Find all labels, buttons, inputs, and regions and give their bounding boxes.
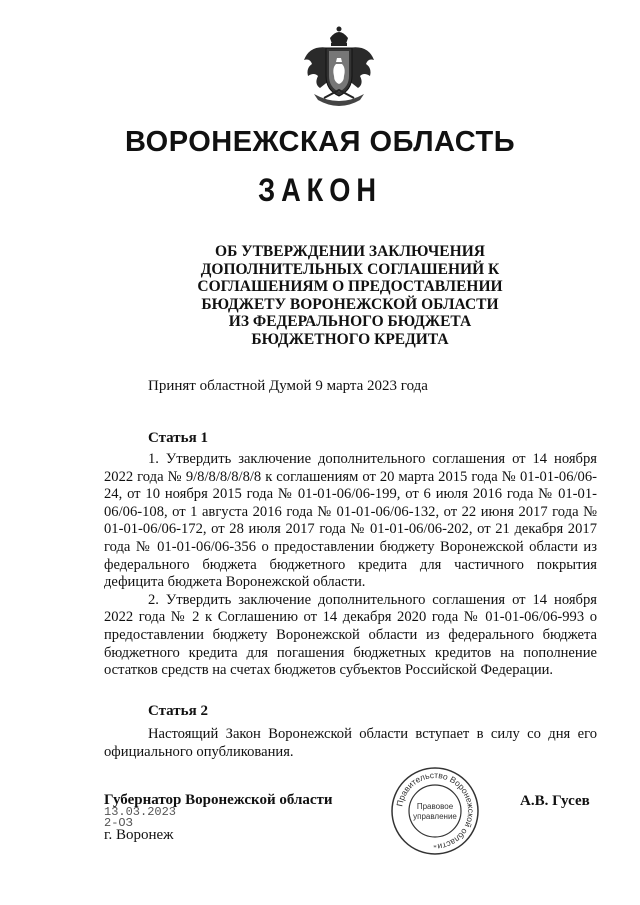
registration-info — [104, 807, 176, 829]
law-title-line: СОГЛАШЕНИЯМ О ПРЕДОСТАВЛЕНИИ — [197, 278, 503, 295]
article-1-body — [104, 451, 597, 680]
article-1-heading: Статья 1 — [148, 430, 208, 446]
stamp-center-line-1: Правовое — [416, 802, 454, 811]
coat-of-arms-icon — [300, 24, 378, 110]
stamp-ring-text: Правительство Воронежской области — [394, 769, 477, 852]
article-2-body — [104, 726, 597, 761]
region-heading: ВОРОНЕЖСКАЯ ОБЛАСТЬ — [124, 126, 516, 158]
official-stamp-icon — [390, 766, 480, 856]
adoption-statement: Принят областной Думой 9 марта 2023 года — [148, 378, 428, 394]
article-2-heading: Статья 2 — [148, 703, 208, 719]
governor-title: Губернатор Воронежской области — [104, 792, 333, 808]
registration-date: 13.03.2023 — [104, 805, 177, 819]
law-title-line: ОБ УТВЕРЖДЕНИИ ЗАКЛЮЧЕНИЯ — [215, 243, 485, 260]
article-1-paragraph-2: 2. Утвердить заключение дополнительного соглашения от 14 ноября 2022 года № 2 к Соглашению от 14 декабря 2020 года № 01-01-06/06-993 о предоставлении бюджету Воронежской области из федерального бюджета бюджетного кредита для погашения бюджетных кредитов на пополнение остатков средств на счетах бюджетов субъектов Российской Федерации. — [104, 591, 597, 679]
law-title-line: ДОПОЛНИТЕЛЬНЫХ СОГЛАШЕНИЙ К — [200, 260, 500, 278]
stamp-center-line-2: управление — [413, 812, 457, 821]
governor-name: А.В. Гусев — [520, 793, 590, 809]
law-title-line: ИЗ ФЕДЕРАЛЬНОГО БЮДЖЕТА — [228, 313, 472, 330]
document-type-heading: ЗАКОН — [258, 172, 382, 208]
article-1-paragraph-1: 1. Утвердить заключение дополнительного соглашения от 14 ноября 2022 года № 9/8/8/8/8/8/8 к соглашениям от 20 марта 2015 года № 01-01-06/06-24, от 10 ноября 2015 года № 01-01-06/06-199, от 6 июля 2016 года № 01-01-06/06-108, от 1 августа 2016 года № 01-01-06/06-132, от 22 июня 2017 года № 01-01-06/06-172, от 28 июля 2017 года № 01-01-06/06-202, от 21 декабря 2017 года № 01-01-06/06-356 о предоставлении бюджету Воронежской области из федерального бюджета бюджетного кредита для частичного покрытия дефицита бюджета Воронежской области. — [104, 451, 597, 591]
svg-text:*: * — [433, 844, 437, 852]
city: г. Воронеж — [104, 827, 174, 843]
registration-number: 2-ОЗ — [104, 816, 133, 830]
law-title-line: БЮДЖЕТУ ВОРОНЕЖСКОЙ ОБЛАСТИ — [201, 295, 499, 313]
law-title — [140, 243, 560, 348]
law-title-line: БЮДЖЕТНОГО КРЕДИТА — [251, 330, 449, 348]
article-2-paragraph-1: Настоящий Закон Воронежской области вступает в силу со дня его официального опубликования. — [104, 726, 597, 760]
